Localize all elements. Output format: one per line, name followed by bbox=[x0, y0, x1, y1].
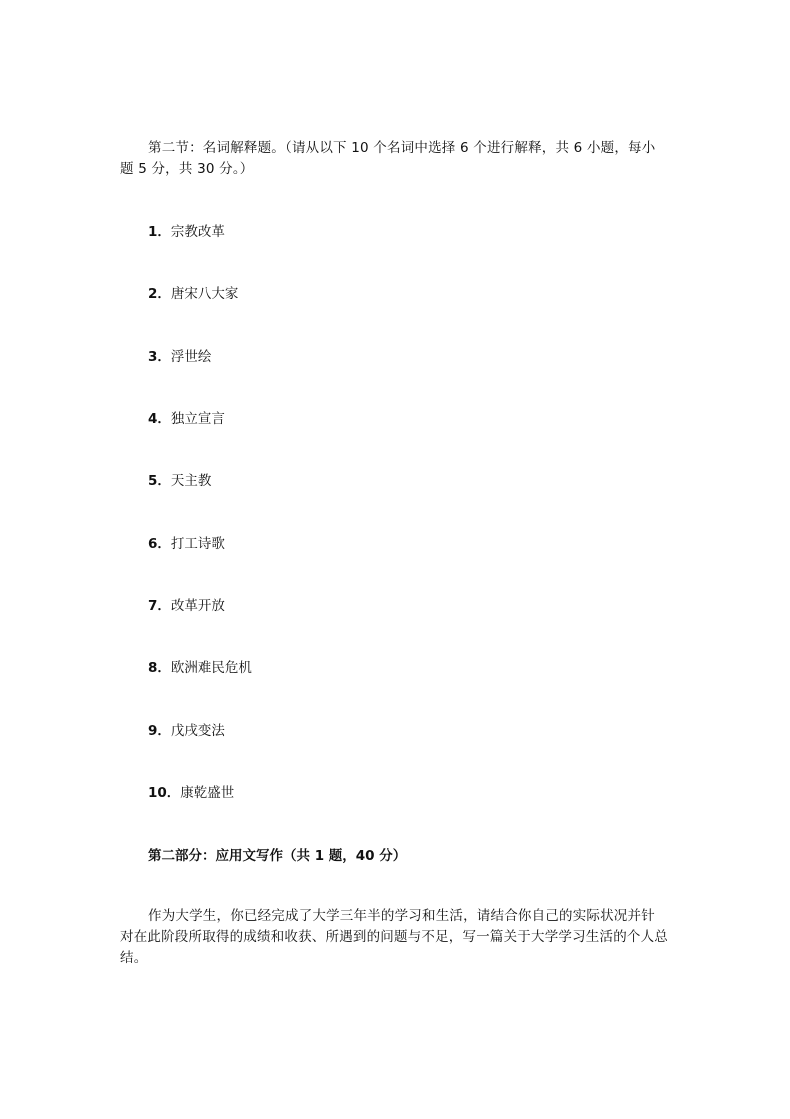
term-text: 天主教 bbox=[170, 473, 212, 489]
term-number: 10． bbox=[148, 785, 181, 801]
term-item bbox=[148, 471, 211, 491]
term-number: 7． bbox=[148, 598, 171, 614]
term-number: 9． bbox=[148, 723, 171, 739]
term-text: 改革开放 bbox=[170, 598, 225, 614]
term-item bbox=[148, 409, 225, 429]
section-instructions: 第二节：名词解释题。（请从以下 10 个名词中选择 6 个进行解释，共 6 小题，每小题 5 分，共 30 分。） bbox=[120, 140, 656, 177]
term-text: 唐宋八大家 bbox=[170, 286, 239, 302]
term-item bbox=[148, 284, 238, 304]
term-text: 欧洲难民危机 bbox=[170, 660, 252, 676]
term-text: 宗教改革 bbox=[170, 224, 225, 240]
term-text: 独立宣言 bbox=[170, 411, 225, 427]
term-text: 戊戌变法 bbox=[170, 723, 225, 739]
term-number: 1． bbox=[148, 224, 171, 240]
part-two-heading: 第二部分：应用文写作（共 1 题，40 分） bbox=[148, 848, 407, 864]
term-text: 康乾盛世 bbox=[180, 785, 235, 801]
term-item bbox=[148, 596, 225, 616]
term-number: 2． bbox=[148, 286, 171, 302]
term-number: 5． bbox=[148, 473, 171, 489]
term-number: 8． bbox=[148, 660, 171, 676]
term-item bbox=[148, 347, 211, 367]
term-item bbox=[148, 783, 234, 803]
term-item bbox=[148, 721, 225, 741]
term-number: 4． bbox=[148, 411, 171, 427]
term-item bbox=[148, 658, 252, 678]
term-text: 打工诗歌 bbox=[170, 536, 225, 552]
term-number: 6． bbox=[148, 536, 171, 552]
term-item bbox=[148, 534, 225, 554]
term-number: 3． bbox=[148, 349, 171, 365]
term-text: 浮世绘 bbox=[170, 349, 212, 365]
term-item bbox=[148, 222, 225, 242]
writing-prompt: 作为大学生，你已经完成了大学三年半的学习和生活，请结合你自己的实际状况并针对在此阶段所取得的成绩和收获、所遇到的问题与不足，写一篇关于大学学习生活的个人总结。 bbox=[120, 908, 668, 966]
